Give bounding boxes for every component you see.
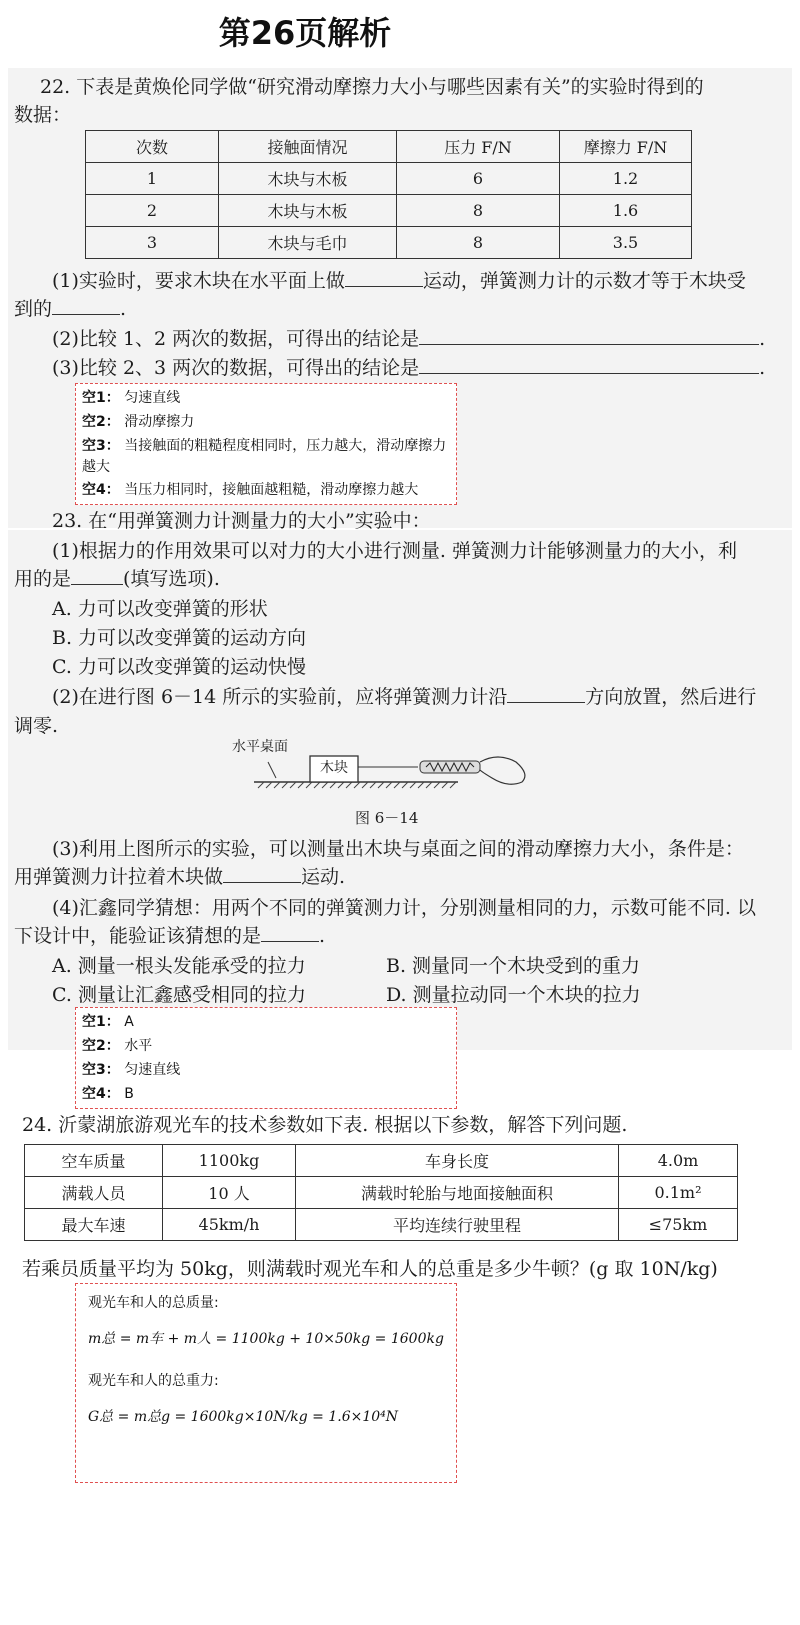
table-cell: ≤75km: [619, 1209, 738, 1241]
answer-text: 当压力相同时，接触面越粗糙，滑动摩擦力越大: [124, 482, 419, 498]
answer-label: 空4：: [82, 482, 120, 498]
table-cell: 1: [86, 163, 219, 195]
answer-text: 匀速直线: [124, 1062, 181, 1078]
answer-caption: 观光车和人的总质量:: [88, 1295, 219, 1311]
answer-label: 空2：: [82, 414, 120, 430]
answer-line: [82, 1036, 450, 1057]
answer-blank: [71, 564, 123, 585]
answer-equation: m总 = m车 + m人 = 1100kg + 10×50kg = 1600kg: [88, 1331, 444, 1347]
q23-part3-text-c: 运动.: [301, 866, 346, 888]
q23-choice-c: C. 测量让汇鑫感受相同的拉力: [52, 984, 306, 1006]
answer-blank: [261, 921, 319, 942]
q24-stem: 24. 沂蒙湖旅游观光车的技术参数如下表. 根据以下参数，解答下列问题.: [22, 1114, 628, 1136]
table-cell: 8: [397, 227, 560, 259]
surface-pointer-line: [268, 762, 276, 778]
answer-text: 当接触面的粗糙程度相同时，压力越大，滑动摩擦力越大: [82, 438, 447, 475]
table-cell: 木块与木板: [219, 195, 397, 227]
q23-choice-a: A. 测量一根头发能承受的拉力: [52, 955, 306, 977]
answer-label: 空3：: [82, 1062, 120, 1078]
q23-part2-line2: 调零.: [14, 715, 59, 737]
q23-answer-box: [75, 1007, 457, 1109]
figure-caption: 图 6－14: [355, 809, 419, 827]
q22-answer-box: [75, 383, 457, 505]
table-row: [86, 227, 692, 259]
q23-part1-text-b: 用的是: [14, 568, 72, 590]
table-cell: 车身长度: [296, 1145, 619, 1177]
q22-part1-text-b: 运动，弹簧测力计的示数才等于木块受: [422, 270, 746, 292]
answer-text: 水平: [124, 1038, 153, 1054]
table-row: [25, 1177, 738, 1209]
q23-part2-line1: [52, 682, 756, 712]
q23-part4-text-c: .: [319, 925, 326, 947]
q23-part4-line1: (4)汇鑫同学猜想：用两个不同的弹簧测力计，分别测量相同的力，示数可能不同. 以: [52, 897, 756, 919]
q23-choice-d: D. 测量拉动同一个木块的拉力: [386, 984, 641, 1006]
table-cell: 2: [86, 195, 219, 227]
answer-line: [82, 480, 450, 501]
q23-part3-text-b: 用弹簧测力计拉着木块做: [14, 866, 224, 888]
table-cell: 空车质量: [25, 1145, 163, 1177]
answer-line: [82, 412, 450, 433]
table-cell: 木块与毛巾: [219, 227, 397, 259]
table-cell: 3: [86, 227, 219, 259]
table-header-cell: 摩擦力 F/N: [560, 131, 692, 163]
answer-line: [82, 1084, 450, 1105]
q23-part3-line1: (3)利用上图所示的实验，可以测量出木块与桌面之间的滑动摩擦力大小，条件是：: [52, 838, 744, 860]
table-header-cell: 次数: [86, 131, 219, 163]
q24-answer-box: [75, 1283, 457, 1483]
q22-stem-line2: 数据：: [14, 104, 72, 126]
table-cell: 最大车速: [25, 1209, 163, 1241]
answer-caption: 观光车和人的总重力:: [88, 1373, 219, 1389]
q23-option-c: C. 力可以改变弹簧的运动快慢: [52, 656, 306, 678]
q23-option-a: A. 力可以改变弹簧的形状: [52, 598, 268, 620]
q22-part3: (3)比较 2、3 两次的数据，可得出的结论是 .: [52, 353, 765, 383]
table-row: [25, 1145, 738, 1177]
table-cell: 8: [397, 195, 560, 227]
table-cell: 木块与木板: [219, 163, 397, 195]
q22-part2: (2)比较 1、2 两次的数据，可得出的结论是 .: [52, 324, 765, 354]
answer-line: [82, 1012, 450, 1033]
table-row: [86, 163, 692, 195]
answer-line: [82, 1060, 450, 1081]
q23-part2-text-b: 方向放置，然后进行: [585, 686, 757, 708]
q23-part4-line2: [14, 921, 325, 951]
answer-blank: [507, 682, 585, 703]
table-header-cell: 接触面情况: [219, 131, 397, 163]
q23-part1-line1: (1)根据力的作用效果可以对力的大小进行测量. 弹簧测力计能够测量力的大小，利: [52, 540, 737, 562]
table-cell: 3.5: [560, 227, 692, 259]
answer-text: 滑动摩擦力: [124, 414, 195, 430]
q22-part1-line2: [14, 294, 126, 324]
q22-part1-text-d: .: [120, 298, 127, 320]
answer-blank: [52, 294, 120, 315]
table-row: [86, 195, 692, 227]
q24-parameter-table: [24, 1144, 738, 1241]
answer-equation: G总 = m总g = 1600kg×10N/kg = 1.6×10⁴N: [88, 1409, 399, 1425]
answer-blank: [223, 862, 301, 883]
table-header-cell: 压力 F/N: [397, 131, 560, 163]
q23-part1-line2: [14, 564, 220, 594]
table-cell: 平均连续行驶里程: [296, 1209, 619, 1241]
table-cell: 0.1m²: [619, 1177, 738, 1209]
answer-line: [82, 436, 450, 478]
table-hatching: [258, 782, 456, 788]
q22-part1-text-c: 到的: [14, 298, 53, 320]
answer-blank: [345, 266, 423, 287]
answer-label: 空1：: [82, 1014, 120, 1030]
table-cell: 1.6: [560, 195, 692, 227]
answer-text: 匀速直线: [124, 390, 181, 406]
table-cell: 满载时轮胎与地面接触面积: [296, 1177, 619, 1209]
answer-label: 空3：: [82, 438, 120, 454]
q23-choice-b: B. 测量同一个木块受到的重力: [386, 955, 641, 977]
figure-label-block: 木块: [320, 760, 348, 776]
table-cell: 45km/h: [163, 1209, 296, 1241]
figure-label-surface: 水平桌面: [232, 739, 288, 755]
table-header-row: [86, 131, 692, 163]
q22-part3-text: (3)比较 2、3 两次的数据，可得出的结论是: [52, 357, 420, 379]
answer-line: [82, 388, 450, 409]
q22-stem-line1: 22. 下表是黄焕伦同学做“研究滑动摩擦力大小与哪些因素有关”的实验时得到的: [40, 76, 704, 98]
answer-label: 空4：: [82, 1086, 120, 1102]
q23-part3-line2: [14, 862, 345, 892]
answer-text: B: [124, 1086, 134, 1102]
q22-part1-text-a: (1)实验时，要求木块在水平面上做: [52, 270, 345, 292]
q23-part2-text-a: (2)在进行图 6－14 所示的实验前，应将弹簧测力计沿: [52, 686, 508, 708]
table-cell: 1100kg: [163, 1145, 296, 1177]
table-cell: 满载人员: [25, 1177, 163, 1209]
q23-stem: 23. 在“用弹簧测力计测量力的大小”实验中：: [52, 510, 431, 532]
table-cell: 10 人: [163, 1177, 296, 1209]
hand-icon: [480, 757, 525, 784]
q22-part2-text: (2)比较 1、2 两次的数据，可得出的结论是: [52, 328, 420, 350]
q22-part1-line1: [52, 266, 746, 296]
q23-option-b: B. 力可以改变弹簧的运动方向: [52, 627, 307, 649]
answer-label: 空2：: [82, 1038, 120, 1054]
table-cell: 6: [397, 163, 560, 195]
table-cell: 4.0m: [619, 1145, 738, 1177]
q22-data-table: [85, 130, 692, 259]
answer-blank: [419, 353, 759, 374]
q23-part1-text-c: (填写选项).: [123, 568, 220, 590]
q23-part4-text-b: 下设计中，能验证该猜想的是: [14, 925, 262, 947]
answer-text: A: [124, 1014, 134, 1030]
q24-question: 若乘员质量平均为 50kg，则满载时观光车和人的总重是多少牛顿？(g 取 10N/kg): [22, 1258, 718, 1280]
answer-blank: [419, 324, 759, 345]
answer-label: 空1：: [82, 390, 120, 406]
page-title: 第26页解析: [218, 14, 392, 52]
table-row: [25, 1209, 738, 1241]
table-cell: 1.2: [560, 163, 692, 195]
